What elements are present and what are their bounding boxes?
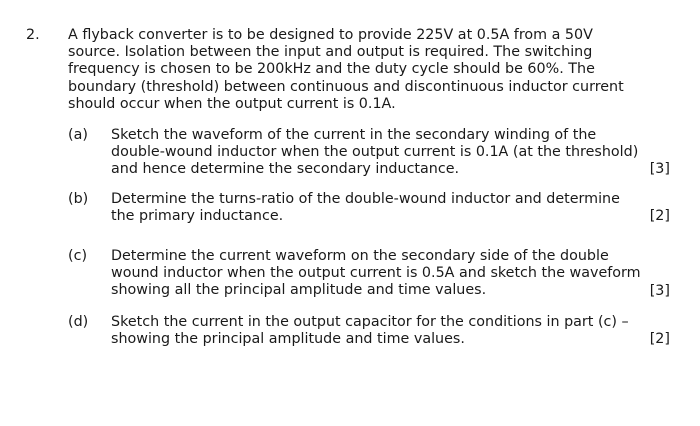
intro-line: A flyback converter is to be designed to provide 225V at 0.5A from a 50V bbox=[68, 27, 593, 43]
intro-line: boundary (threshold) between continuous and discontinuous inductor current bbox=[68, 78, 624, 95]
part-label: (a) bbox=[68, 127, 88, 143]
part-a-marks: [3] bbox=[649, 161, 670, 177]
part-line: Determine the current waveform on the secondary side of the double bbox=[111, 248, 609, 264]
part-line: Determine the turns-ratio of the double-wound inductor and determine bbox=[111, 191, 620, 207]
part-label: (b) bbox=[68, 191, 89, 207]
part-line: wound inductor when the output current is 0.5A and sketch the waveform bbox=[111, 265, 641, 282]
intro-line: frequency is chosen to be 200kHz and the duty cycle should be 60%. The bbox=[68, 61, 595, 78]
part-c-marks: [3] bbox=[649, 283, 670, 299]
part-d-marks: [2] bbox=[649, 331, 670, 347]
part-text bbox=[111, 314, 631, 348]
question-part-a bbox=[68, 127, 688, 187]
part-label: (c) bbox=[68, 248, 88, 264]
part-text bbox=[111, 127, 639, 179]
part-line: the primary inductance. bbox=[111, 208, 284, 225]
part-text bbox=[111, 248, 641, 300]
intro-line: should occur when the output current is 0.1A. bbox=[68, 95, 396, 112]
part-line: Sketch the current in the output capacitor for the conditions in part (c) – bbox=[111, 314, 629, 330]
question-part-c bbox=[68, 248, 688, 308]
question-part-b bbox=[68, 191, 688, 231]
question-part-d bbox=[68, 314, 688, 354]
part-line: showing all the principal amplitude and time values. bbox=[111, 282, 487, 299]
part-line: and hence determine the secondary inductance. bbox=[111, 161, 460, 178]
question-number: 2. bbox=[26, 27, 40, 43]
intro-line: source. Isolation between the input and output is required. The switching bbox=[68, 44, 593, 61]
part-line: double-wound inductor when the output current is 0.1A (at the threshold) bbox=[111, 144, 639, 161]
part-text bbox=[111, 191, 631, 225]
part-label: (d) bbox=[68, 314, 89, 330]
part-line: Sketch the waveform of the current in the secondary winding of the bbox=[111, 127, 597, 143]
part-line: showing the principal amplitude and time values. bbox=[111, 331, 465, 348]
part-b-marks: [2] bbox=[649, 208, 670, 224]
question-intro bbox=[68, 27, 628, 113]
